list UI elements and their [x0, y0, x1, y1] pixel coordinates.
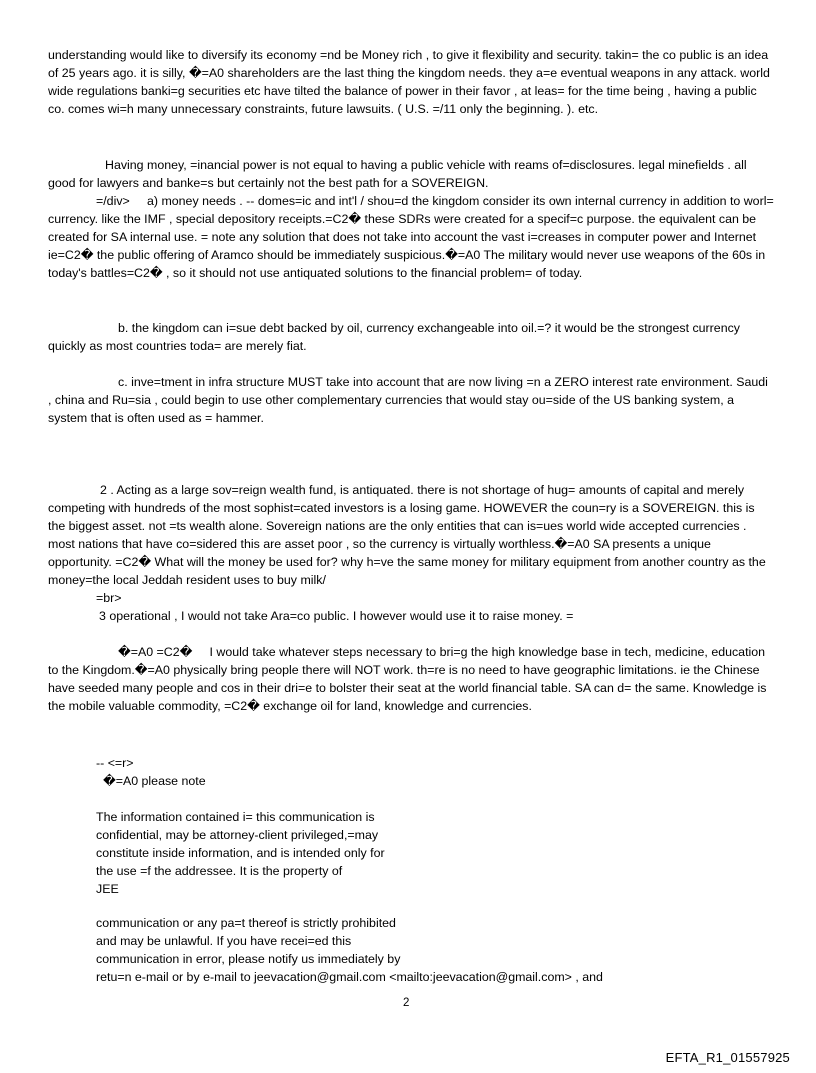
paragraph-sovereign-fund	[48, 481, 774, 589]
div-artifact: =/div>	[96, 194, 130, 208]
confidentiality-notice: The information contained i= this communication is confidential, may be attorney-client privileged,=may constitute inside information, and is intended only for the use =f the addressee. It is the property of JEE	[96, 810, 385, 896]
br-artifact: =br>	[96, 591, 122, 605]
paragraph-money-needs	[48, 192, 774, 282]
paragraph-issue-debt	[48, 319, 774, 355]
paragraph-issue-debt-text: b. the kingdom can i=sue debt backed by oil, currency exchangeable into oil.=? it would be the strongest currency quickly as most countries toda= are merely fiat.	[48, 321, 740, 353]
page-number: 2	[403, 997, 410, 1009]
paragraph-money-needs-text: a) money needs . -- domes=ic and int'l / shou=d the kingdom consider its own internal currency in addition to worl= currency. like the IMF , special depository receipts.=C2� these SDRs were created for a specif=c purpose. the equivalent can be created for SA internal use. = note any solution that does not take into account the vast i=creases in computer power and Internet ie=C2� the public offering of Aramco should be immediately suspicious.�=A0 The military would never use weapons of the 60s in today's battles=C2� , so it should not use antiquated solutions to the financial problem= of today.	[48, 194, 774, 280]
paragraph-knowledge-text: I would take whatever steps necessary to bri=g the high knowledge base in tech, medicine, education to the Kingdom.�=A0 physically bring people there will NOT work. th=re is no need to have geographic limitations. ie the Chinese have seeded many people and cos in their dri=e to bolster their seat at the world financial table. SA can d= the same. Knowledge is the mobile valuable commodity, =C2� exchange oil for land, knowledge and currencies.	[48, 645, 767, 713]
notice-line-3: communication in error, please notify us immediately by	[96, 952, 401, 966]
paragraph-sovereign-fund-text: 2 . Acting as a large sov=reign wealth fund, is antiquated. there is not shortage of hug= amounts of capital and merely competing with hundreds of the most sophist=cated investors is a losing game. HOWEVER the coun=ry is a SOVEREIGN. this is the biggest asset. not =ts wealth alone. Sovereign nations are the only entities that can is=ues world wide accepted currencies . most nations that have co=sidered this are asset poor , so the currency is virtually worthless.�=A0 SA presents a unique opportunity. =C2� What will the money be used for? why h=ve the same money for military equipment from another country as the money=the local Jeddah resident uses to buy milk/	[48, 483, 766, 587]
paragraph-having-money	[48, 156, 774, 192]
signature-separator: -- <=r>	[96, 756, 134, 770]
notice-line-2: and may be unlawful. If you have recei=ed this	[96, 934, 352, 948]
paragraph-knowledge-lead: �=A0 =C2�	[118, 645, 193, 659]
notice-line-4: retu=n e-mail or by e-mail to jeevacation@gmail.com <mailto:jeevacation@gmail.com> , and	[96, 970, 603, 984]
paragraph-infrastructure-text: c. inve=tment in infra structure MUST take into account that are now living =n a ZERO interest rate environment. Saudi , china and Ru=sia , could begin to use other complementary currencies that would stay ou=side of the US banking system, a system that is often used as = hammer.	[48, 375, 768, 425]
please-note: �=A0 please note	[103, 774, 206, 788]
paragraph-operational: 3 operational , I would not take Ara=co public. I however would use it to raise money. =	[99, 609, 574, 623]
paragraph-intro: understanding would like to diversify its economy =nd be Money rich , to give it flexibility and security. takin= the co public is an idea of 25 years ago. it is silly, �=A0 shareholders are the last thing the kingdom needs. they a=e eventual weapons in any attack. world wide regulations banki=g securities etc have tilted the balance of power in their favor , at leas= for the time being , having a public co. comes wi=h many unnecessary constraints, future lawsuits. ( U.S. =/11 only the beginning. ). etc.	[48, 48, 770, 116]
paragraph-having-money-text: Having money, =inancial power is not equal to having a public vehicle with reams of=disclosures. legal minefields . all good for lawyers and banke=s but certainly not the best path for a SOVEREIGN.	[48, 158, 747, 190]
notice-line-1: communication or any pa=t thereof is strictly prohibited	[96, 916, 396, 930]
paragraph-infrastructure	[48, 373, 774, 427]
bates-number: EFTA_R1_01557925	[665, 1050, 790, 1065]
paragraph-knowledge	[48, 643, 774, 715]
